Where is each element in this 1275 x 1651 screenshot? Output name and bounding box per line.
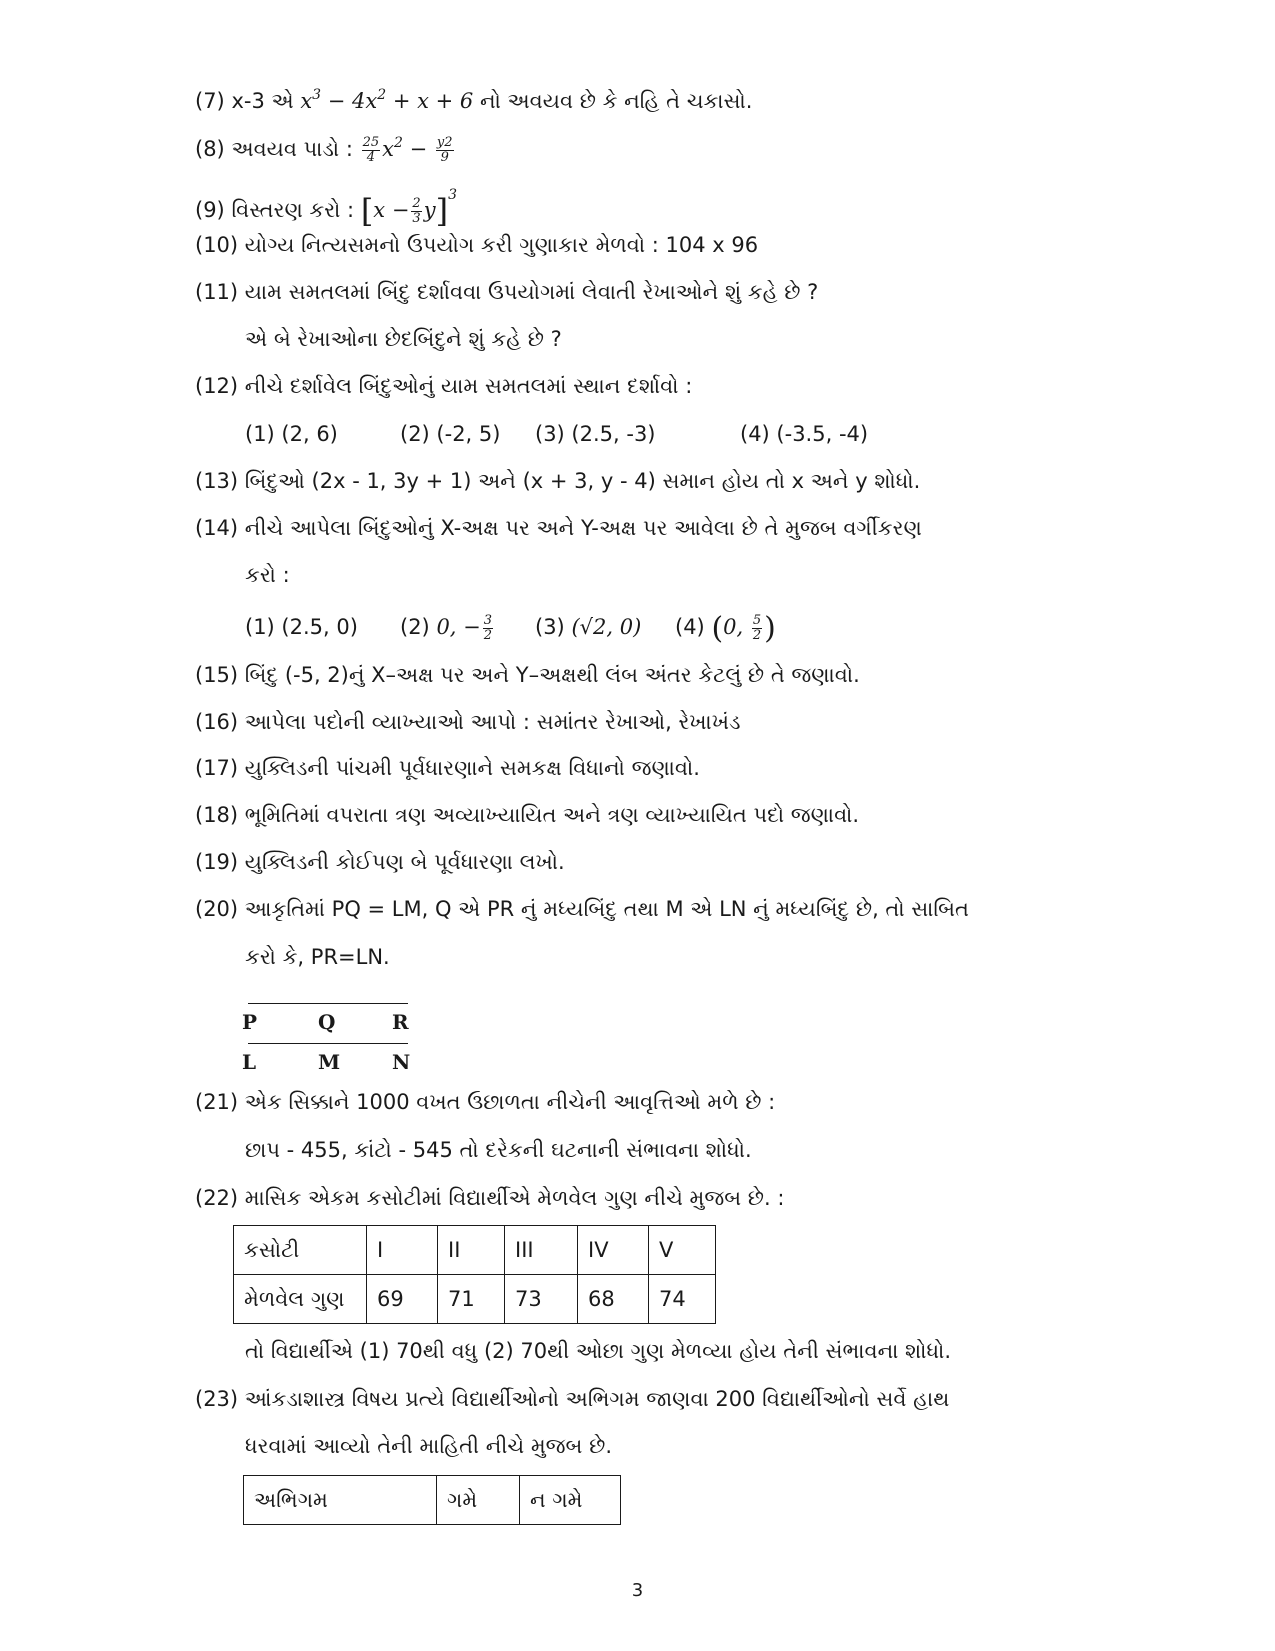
question-7: (7) x-3 એ $x^3 - 4x^2 + x + 6$ નો અવયવ છે કે નહિ તે ચકાસો. <box>195 80 752 116</box>
question-22: (22) માસિક એકમ કસોટીમાં વિદ્યાર્થીએ મેળવેલ ગુણ નીચે મુજબ છે. : <box>195 1186 785 1210</box>
label-r: R <box>392 1010 409 1034</box>
question-21: (21) એક સિક્કાને 1000 વખત ઉછાળતા નીચેની આવૃત્તિઓ મળે છે : <box>195 1090 776 1114</box>
question-14: (14) નીચે આપેલા બિંદુઓનું X-અક્ષ પર અને Y-અક્ષ પર આવેલા છે તે મુજબ વર્ગીકરણ <box>195 516 922 540</box>
table-cell: મેળવેલ ગુણ <box>234 1275 367 1324</box>
table-cell: II <box>438 1226 505 1275</box>
table-cell: V <box>649 1226 716 1275</box>
q12-option-1: (1) (2, 6) <box>245 422 338 446</box>
table-cell: 73 <box>505 1275 578 1324</box>
question-22-line2: તો વિદ્યાર્થીએ (1) 70થી વધુ (2) 70થી ઓછા ગુણ મેળવ્યા હોય તેની સંભાવના શોધો. <box>245 1339 952 1363</box>
attitude-table <box>243 1475 621 1525</box>
q12-option-4: (4) (-3.5, -4) <box>740 422 869 446</box>
table-cell: ન ગમે <box>520 1476 621 1525</box>
table-row <box>234 1226 716 1275</box>
fraction-3-2: $\frac{3}{2}$ <box>483 612 493 643</box>
table-cell: 74 <box>649 1275 716 1324</box>
question-10: (10) યોગ્ય નિત્યસમનો ઉપયોગ કરી ગુણાકાર મેળવો : 104 x 96 <box>195 233 759 257</box>
segment-pr <box>248 1003 408 1004</box>
table-cell: III <box>505 1226 578 1275</box>
table-cell: અભિગમ <box>244 1476 437 1525</box>
table-row <box>244 1476 621 1525</box>
question-11: (11) યામ સમતલમાં બિંદુ દર્શાવવા ઉપયોગમાં લેવાતી રેખાઓને શું કહે છે ? <box>195 280 819 304</box>
question-23: (23) આંકડાશાસ્ત્ર વિષય પ્રત્યે વિદ્યાર્થીઓનો અભિગમ જાણવા 200 વિદ્યાર્થીઓનો સર્વે હાથ <box>195 1387 950 1411</box>
label-q: Q <box>318 1010 336 1034</box>
question-number: (7) <box>195 89 225 113</box>
table-cell: 71 <box>438 1275 505 1324</box>
question-11-line2: એ બે રેખાઓના છેદબિંદુને શું કહે છે ? <box>245 327 562 351</box>
table-cell: કસોટી <box>234 1226 367 1275</box>
question-19: (19) યુક્લિડની કોઈપણ બે પૂર્વધારણા લખો. <box>195 850 565 874</box>
q14-option-4: (4) (0, $\frac{5}{2}$ ) <box>675 611 776 646</box>
q14-option-1: (1) (2.5, 0) <box>245 615 358 639</box>
question-18: (18) ભૂમિતિમાં વપરાતા ત્રણ અવ્યાખ્યાયિત અને ત્રણ વ્યાખ્યાયિત પદો જણાવો. <box>195 803 860 827</box>
fraction-2-3: $\frac{2}{3}$ <box>412 195 421 226</box>
question-9: (9) વિસ્તરણ કરો : [x − $\frac{2}{3}$ y]$^3$ <box>195 187 457 230</box>
question-14-line2: કરો : <box>245 563 290 587</box>
q14-option-2: (2) 0, − $\frac{3}{2}$ <box>400 612 493 643</box>
label-l: L <box>242 1050 257 1074</box>
q14-option-3: (3) (√2, 0) <box>535 615 642 639</box>
label-m: M <box>318 1050 341 1074</box>
label-n: N <box>392 1050 411 1074</box>
table-cell: ગમે <box>437 1476 520 1525</box>
q12-option-3: (3) (2.5, -3) <box>535 422 656 446</box>
fraction-y2-9: $\frac{y2}{9}$ <box>436 134 453 165</box>
segment-ln <box>248 1043 408 1044</box>
table-cell: 69 <box>367 1275 438 1324</box>
table-row <box>234 1275 716 1324</box>
table-cell: 68 <box>578 1275 649 1324</box>
marks-table <box>233 1225 716 1324</box>
polynomial: $x^3 - 4x^2 + x + 6$ <box>300 87 474 113</box>
fraction-5-2: $\frac{5}{2}$ <box>752 612 762 643</box>
question-12: (12) નીચે દર્શાવેલ બિંદુઓનું યામ સમતલમાં સ્થાન દર્શાવો : <box>195 374 693 398</box>
question-8: (8) અવયવ પાડો : $\frac{25}{4}$ $x^2$ − $\frac{y2}{9}$ <box>195 134 453 165</box>
question-21-line2: છાપ - 455, કાંટો - 545 તો દરેકની ઘટનાની સંભાવના શોધો. <box>245 1138 752 1162</box>
question-16: (16) આપેલા પદોની વ્યાખ્યાઓ આપો : સમાંતર રેખાઓ, રેખાખંડ <box>195 710 741 734</box>
question-17: (17) યુક્લિડની પાંચમી પૂર્વધારણાને સમકક્ષ વિધાનો જણાવો. <box>195 756 700 780</box>
question-23-line2: ધરવામાં આવ્યો તેની માહિતી નીચે મુજબ છે. <box>245 1434 612 1458</box>
table-cell: I <box>367 1226 438 1275</box>
question-20: (20) આકૃતિમાં PQ = LM, Q એ PR નું મધ્યબિંદુ તથા M એ LN નું મધ્યબિંદુ છે, તો સાબિત <box>195 897 969 921</box>
page-number: 3 <box>631 1580 644 1601</box>
question-13: (13) બિંદુઓ (2x - 1, 3y + 1) અને (x + 3, y - 4) સમાન હોય તો x અને y શોધો. <box>195 469 921 493</box>
question-20-line2: કરો કે, PR=LN. <box>245 945 390 969</box>
q12-option-2: (2) (-2, 5) <box>400 422 501 446</box>
question-15: (15) બિંદુ (-5, 2)નું X–અક્ષ પર અને Y–અક્ષથી લંબ અંતર કેટલું છે તે જણાવો. <box>195 663 860 687</box>
fraction-25-4: $\frac{25}{4}$ <box>362 134 380 165</box>
label-p: P <box>242 1010 258 1034</box>
table-cell: IV <box>578 1226 649 1275</box>
